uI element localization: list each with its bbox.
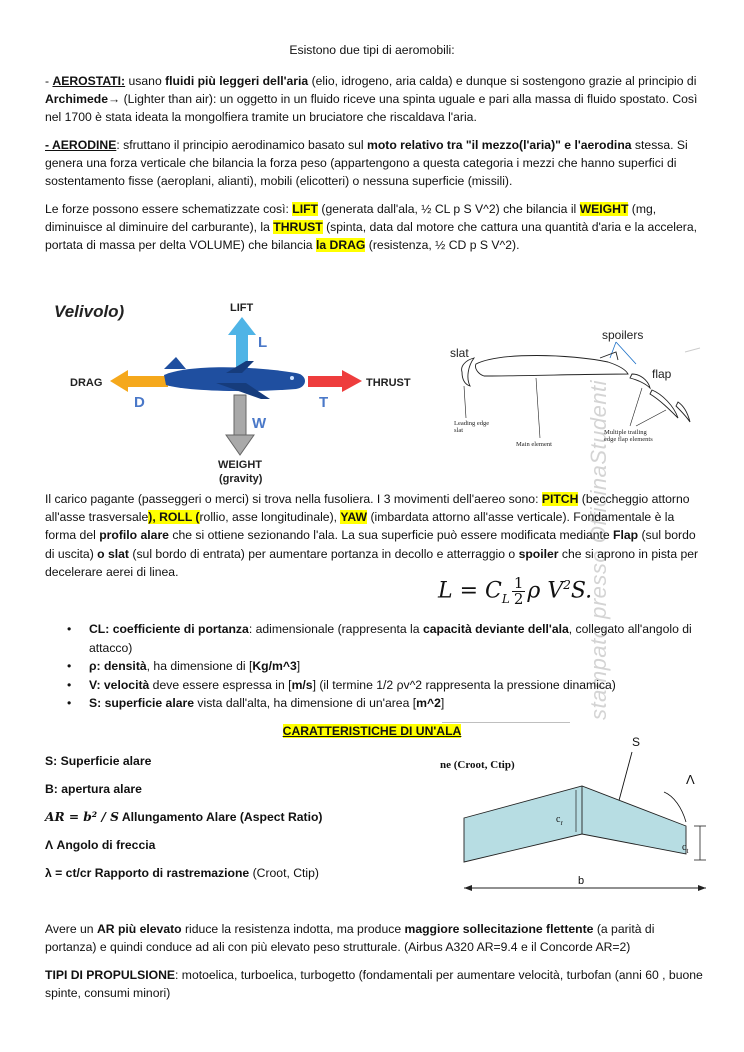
- list-item: • CL: coefficiente di portanza: adimensionale (rappresenta la capacità deviante dell'ala, collegato all'angolo di attacco): [67, 620, 697, 657]
- velivolo-forces-diagram: [46, 295, 426, 490]
- weight-label: WEIGHT: [218, 459, 262, 471]
- taper-ratio-item: λ = ct/cr Rapporto di rastremazione (Croot, Ctip): [45, 866, 319, 880]
- aerodine-label: - AERODINE: [45, 138, 117, 152]
- airplane-icon: [164, 357, 305, 399]
- yaw-highlight: YAW: [340, 510, 368, 525]
- sweep-label: Λ: [686, 772, 695, 787]
- list-item: • ρ: densità, ha dimensione di [Kg/m^3]: [67, 657, 697, 676]
- arrow-icon: →: [108, 92, 121, 107]
- roll-highlight: ), ROLL (: [148, 510, 200, 525]
- thrust-label: THRUST: [366, 377, 411, 389]
- aspect-ratio-item: AR = b² / S Allungamento Alare (Aspect Ratio): [45, 810, 323, 824]
- list-item: • S: superficie alare vista dall'alta, ha dimensione di un'area [m^2]: [67, 694, 697, 713]
- page-title: Esistono due tipi di aeromobili:: [289, 43, 455, 57]
- watermark: stampato presso OfficinaStudenti: [586, 379, 611, 720]
- gravity-label: (gravity): [219, 473, 263, 485]
- sweep-angle-item: Λ Angolo di freccia: [45, 838, 156, 852]
- carico-paragraph: Il carico pagante (passeggeri o merci) si trova nella fusoliera. I 3 movimenti dell'aereo sono: PITCH (beccheggio attorno all'asse trasversale), ROLL (rollio, asse longitudinale), YAW (imbardata attorno all'asse verticale). Fondamentale è la forma del profilo alare che si ottiene sezionando l'ala. La sua superficie può essere modificata mediante Flap (sul bordo di uscita) o slat (sul bordo di entrata) per aumentare portanza in decollo e atterraggio o spoiler che si aprono in pista per decelerare aerei di linea.: [45, 492, 699, 579]
- drag-letter: D: [134, 394, 145, 411]
- span-label: b: [578, 875, 585, 887]
- flap-element-1: [630, 374, 650, 388]
- lift-formula: $L = C_L$ $\frac{1}{2}$ ρ $V^2S$.: [438, 574, 593, 608]
- slat-label: slat: [450, 346, 469, 360]
- thrust-arrow: [308, 370, 362, 392]
- list-item: • V: velocità deve essere espressa in [m/s] (il termine 1/2 ρv^2 rappresenta la pressione dinamica): [67, 676, 697, 695]
- spoilers-label: spoilers: [602, 328, 644, 342]
- flap-element-3: [676, 402, 690, 422]
- aspect-ratio-paragraph: Avere un AR più elevato riduce la resistenza indotta, ma produce maggiore sollecitazione flettente (a parità di portanza) e quindi conduce ad ali con più elevato peso strutturale. (Airbus A320 AR=9.4 e il Concorde AR=2): [45, 922, 655, 955]
- main-element-caption: Main element: [516, 441, 552, 448]
- drag-arrow: [110, 370, 168, 392]
- velivolo-title: Velivolo): [54, 302, 125, 321]
- weight-highlight: WEIGHT: [579, 202, 629, 216]
- wing-shape: [464, 786, 689, 862]
- main-element: [475, 356, 628, 377]
- thrust-highlight: THRUST: [273, 220, 323, 235]
- wing-caption: ne (Croot, Ctip): [440, 759, 515, 771]
- surface-label: S: [632, 735, 641, 749]
- formula-terms-list: [67, 620, 697, 713]
- span-item: B: apertura alare: [45, 782, 142, 796]
- aerostati-label: AEROSTATI:: [52, 74, 126, 88]
- trailing-caption: Multiple trailing: [604, 429, 647, 436]
- propulsion-paragraph: TIPI DI PROPULSIONE: motoelica, turboelica, turbogetto (fondamentali per aumentare velocità, turbofan (anni 60 , buone spinte, consumi minori): [45, 968, 703, 1001]
- weight-letter: W: [252, 415, 267, 432]
- weight-arrow: [226, 395, 254, 455]
- wing-planform-diagram: [436, 722, 716, 894]
- flap-label: flap: [652, 367, 672, 381]
- pitch-highlight: PITCH: [541, 492, 579, 506]
- flap-element-2: [650, 390, 678, 418]
- aerodine-paragraph: - AERODINE: sfruttano il principio aerodinamico basato sul moto relativo tra "il mezzo(l'aria)" e l'aerodina stessa. Si genera una forza verticale che bilancia la forza peso (appartengono a questa categoria i mezzi che hanno superfici di sostentamento fisse (aeroplani, alianti), mobili (elicotteri) o nessuna superficie (missili).: [45, 138, 688, 189]
- leading-edge-slat: [462, 358, 474, 386]
- wing-characteristics-list: [45, 752, 323, 892]
- tip-chord-label: $c_t$: [682, 842, 689, 855]
- drag-highlight: la DRAG: [315, 238, 366, 253]
- airfoil-profile-diagram: [440, 322, 704, 452]
- lift-highlight: LIFT: [292, 202, 318, 216]
- drag-label: DRAG: [70, 377, 103, 389]
- lift-label: LIFT: [230, 302, 254, 314]
- leading-edge-caption: Leading edge: [454, 420, 490, 427]
- lift-letter: L: [258, 334, 268, 351]
- leading-edge-caption-2: slat: [454, 427, 464, 434]
- aerostati-paragraph: - AEROSTATI: usano fluidi più leggeri dell'aria (elio, idrogeno, aria calda) e dunque si sostengono grazie al principio di Archimede→ (Lighter than air): un oggetto in un fluido riceve una spinta uguale e pari alla massa di fluido spostato. Così nel 1700 è stata ideata la mongolfiera tramite un bruciatore che riscaldava l'aria.: [45, 74, 698, 125]
- root-chord-label: $c_r$: [556, 814, 563, 827]
- forces-paragraph: Le forze possono essere schematizzate così: LIFT (generata dall'ala, ½ CL p S V^2) che bilancia il WEIGHT (mg, diminuisce al diminuire del carburante), la THRUST (spinta, data dal motore che cattura una quantità d'aria e la accelera, portata di massa per delta VOLUME) che bilancia la DRAG (resistenza, ½ CD p S V^2).: [45, 202, 698, 253]
- thrust-letter: T: [319, 394, 329, 411]
- trailing-caption-2: edge flap elements: [604, 436, 653, 443]
- surface-item: S: Superficie alare: [45, 754, 152, 768]
- section-heading: CARATTERISTICHE DI UN'ALA: [282, 724, 462, 738]
